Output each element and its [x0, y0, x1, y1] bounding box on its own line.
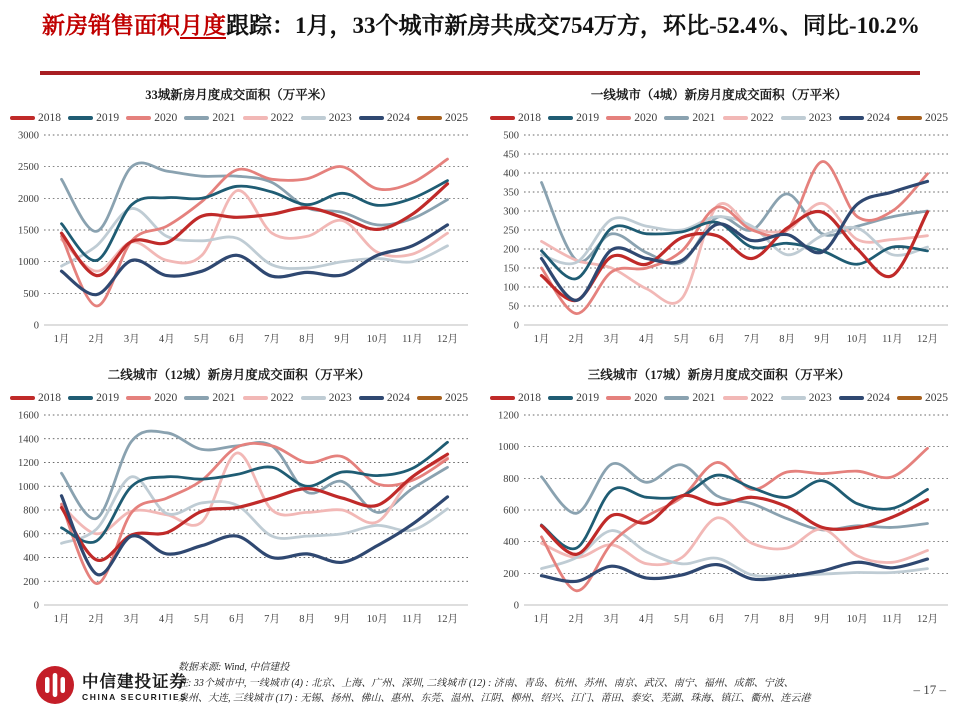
logo-name-cn: 中信建投证券 — [82, 672, 187, 691]
x-tick-label: 11月 — [882, 614, 903, 625]
chart-title: 33城新房月度成交面积（万平米） — [145, 88, 333, 102]
x-tick-label: 6月 — [709, 334, 725, 345]
legend-item-2018 — [10, 392, 61, 404]
legend-item-2024 — [839, 112, 890, 124]
legend-label: 2019 — [96, 392, 120, 404]
x-tick-label: 4月 — [638, 614, 655, 625]
x-tick-label: 7月 — [264, 334, 280, 345]
legend-swatch-icon — [243, 396, 268, 399]
legend-swatch-icon — [548, 396, 573, 399]
y-tick-label: 1200 — [498, 410, 519, 422]
legend-label: 2022 — [750, 112, 774, 124]
y-tick-label: 800 — [503, 473, 519, 485]
legend-item-2024 — [359, 112, 410, 124]
y-tick-label: 1000 — [498, 442, 519, 454]
footer-notes — [178, 660, 910, 707]
x-tick-label: 1月 — [53, 334, 70, 345]
legend-item-2025 — [417, 392, 468, 404]
legend-label: 2025 — [924, 392, 948, 404]
series-line-2018 — [542, 495, 928, 554]
x-tick-label: 12月 — [436, 614, 458, 625]
legend-swatch-icon — [184, 116, 209, 119]
legend-item-2023 — [781, 112, 832, 124]
x-tick-label: 6月 — [229, 334, 245, 345]
x-tick-label: 11月 — [402, 614, 423, 625]
logo-text — [82, 668, 188, 702]
chart-tier3-cities — [488, 366, 950, 634]
legend-item-2025 — [897, 392, 948, 404]
x-tick-label: 3月 — [603, 614, 620, 625]
legend-swatch-icon — [359, 396, 384, 399]
legend-item-2019 — [68, 392, 119, 404]
x-tick-label: 8月 — [299, 334, 315, 345]
y-tick-label: 1600 — [18, 410, 39, 422]
legend-item-2019 — [548, 112, 599, 124]
x-tick-label: 8月 — [779, 334, 795, 345]
x-tick-label: 12月 — [436, 334, 458, 345]
legend-item-2020 — [606, 392, 657, 404]
legend-item-2021 — [664, 112, 715, 124]
y-tick-label: 1200 — [18, 458, 39, 469]
logo-name-en: CHINA SECURITIES — [82, 692, 188, 702]
x-tick-label: 5月 — [194, 334, 210, 345]
legend-item-2018 — [10, 112, 61, 124]
y-tick-label: 200 — [503, 244, 519, 256]
legend-item-2025 — [897, 112, 948, 124]
legend-item-2019 — [68, 112, 119, 124]
legend-label: 2022 — [750, 392, 774, 404]
y-tick-label: 350 — [503, 187, 519, 199]
x-tick-label: 1月 — [53, 614, 70, 625]
y-tick-label: 1400 — [18, 434, 39, 446]
x-tick-label: 10月 — [366, 334, 388, 345]
chart-legend — [10, 391, 468, 405]
y-tick-label: 600 — [503, 505, 519, 517]
x-tick-label: 7月 — [264, 614, 280, 625]
x-tick-label: 7月 — [744, 334, 760, 345]
x-tick-label: 2月 — [88, 614, 105, 625]
x-tick-label: 10月 — [846, 334, 868, 345]
legend-swatch-icon — [184, 396, 209, 399]
title-divider — [40, 71, 920, 75]
legend-label: 2023 — [328, 392, 352, 404]
legend-swatch-icon — [897, 116, 922, 119]
y-tick-label: 0 — [33, 600, 39, 612]
legend-label: 2023 — [808, 392, 832, 404]
legend-label: 2020 — [154, 392, 178, 404]
x-tick-label: 3月 — [603, 334, 620, 345]
city-note-line1: 注: 33个城市中, 一线城市 (4) : 北京、上海、广州、深圳, 二线城市 (12) : 济南、青岛、杭州、苏州、南京、武汉、南宁、福州、成都、宁波、 — [178, 677, 794, 689]
y-tick-label: 150 — [503, 263, 519, 275]
x-tick-label: 11月 — [402, 334, 423, 345]
legend-label: 2024 — [866, 392, 890, 404]
legend-swatch-icon — [126, 396, 151, 399]
y-tick-label: 400 — [503, 537, 519, 549]
x-tick-label: 8月 — [299, 614, 315, 625]
legend-swatch-icon — [359, 116, 384, 119]
x-tick-label: 8月 — [779, 614, 795, 625]
legend-swatch-icon — [723, 116, 748, 119]
legend-item-2021 — [664, 392, 715, 404]
x-tick-label: 9月 — [814, 614, 831, 625]
x-tick-label: 4月 — [158, 614, 175, 625]
legend-item-2023 — [301, 112, 352, 124]
plot-area — [488, 407, 950, 631]
x-tick-label: 4月 — [638, 334, 655, 345]
legend-swatch-icon — [606, 116, 631, 119]
chart-tier1-cities — [488, 86, 950, 354]
legend-swatch-icon — [839, 116, 864, 119]
chart-legend — [490, 111, 948, 125]
legend-label: 2019 — [96, 112, 120, 124]
y-tick-label: 400 — [23, 553, 39, 564]
legend-item-2018 — [490, 112, 541, 124]
legend-label: 2019 — [576, 392, 600, 404]
legend-swatch-icon — [664, 116, 689, 119]
legend-swatch-icon — [897, 396, 922, 399]
legend-label: 2021 — [212, 392, 236, 404]
legend-label: 2020 — [634, 392, 658, 404]
chart-title: 三线城市（17城）新房月度成交面积（万平米） — [587, 368, 851, 382]
legend-label: 2025 — [444, 112, 468, 124]
x-tick-label: 5月 — [194, 614, 210, 625]
legend-label: 2018 — [518, 392, 541, 404]
legend-item-2021 — [184, 392, 235, 404]
x-tick-label: 3月 — [123, 614, 140, 625]
y-tick-label: 3000 — [18, 130, 39, 142]
legend-swatch-icon — [417, 116, 442, 119]
legend-swatch-icon — [606, 396, 631, 399]
city-note-line2: 泉州、大连, 三线城市 (17) : 无锡、扬州、佛山、惠州、东莞、温州、江阴、柳州、绍兴、江门、莆田、泰安、芜湖、珠海、镇江、衢州、连云港 — [178, 693, 811, 704]
legend-label: 2023 — [328, 112, 352, 124]
plot-area — [488, 127, 950, 351]
legend-item-2024 — [359, 392, 410, 404]
page-number: – 17 – — [913, 682, 946, 697]
x-tick-label: 4月 — [158, 334, 175, 345]
y-tick-label: 800 — [23, 505, 39, 517]
y-tick-label: 0 — [513, 600, 519, 612]
legend-swatch-icon — [10, 396, 35, 399]
x-tick-label: 9月 — [814, 334, 831, 345]
legend-label: 2024 — [386, 112, 410, 124]
y-tick-label: 1500 — [18, 225, 39, 237]
legend-swatch-icon — [243, 116, 268, 119]
company-logo — [34, 664, 188, 706]
legend-swatch-icon — [664, 396, 689, 399]
legend-item-2023 — [781, 392, 832, 404]
y-tick-label: 450 — [503, 149, 519, 161]
legend-label: 2020 — [154, 112, 178, 124]
x-tick-label: 10月 — [366, 614, 388, 625]
legend-swatch-icon — [68, 116, 93, 119]
legend-swatch-icon — [781, 396, 806, 399]
x-tick-label: 9月 — [334, 614, 351, 625]
chart-title: 一线城市（4城）新房月度成交面积（万平米） — [590, 88, 848, 102]
y-tick-label: 300 — [503, 206, 519, 218]
legend-label: 2021 — [212, 112, 236, 124]
legend-label: 2020 — [634, 112, 658, 124]
data-source-note: 数据来源: Wind, 中信建投 — [178, 662, 290, 673]
y-tick-label: 200 — [503, 568, 519, 580]
legend-label: 2024 — [866, 112, 890, 124]
legend-label: 2018 — [38, 392, 61, 404]
y-tick-label: 1000 — [18, 481, 39, 493]
x-tick-label: 12月 — [916, 334, 938, 345]
page-title-highlight-underlined: 月度 — [180, 13, 226, 38]
x-tick-label: 6月 — [229, 614, 245, 625]
x-tick-label: 3月 — [123, 334, 140, 345]
y-tick-label: 50 — [508, 301, 519, 313]
x-tick-label: 9月 — [334, 334, 351, 345]
x-tick-label: 1月 — [533, 614, 550, 625]
legend-item-2021 — [184, 112, 235, 124]
footer — [0, 650, 960, 720]
legend-label: 2024 — [386, 392, 410, 404]
legend-swatch-icon — [10, 116, 35, 119]
legend-swatch-icon — [723, 396, 748, 399]
legend-item-2018 — [490, 392, 541, 404]
y-tick-label: 200 — [23, 576, 39, 588]
chart-tier2-cities — [8, 366, 470, 634]
plot-area — [8, 407, 470, 631]
x-tick-label: 5月 — [674, 334, 690, 345]
legend-item-2020 — [126, 112, 177, 124]
legend-item-2023 — [301, 392, 352, 404]
legend-label: 2025 — [444, 392, 468, 404]
legend-item-2024 — [839, 392, 890, 404]
plot-area — [8, 127, 470, 351]
legend-swatch-icon — [548, 116, 573, 119]
legend-label: 2019 — [576, 112, 600, 124]
chart-legend — [10, 111, 468, 125]
legend-item-2022 — [243, 112, 294, 124]
y-tick-label: 500 — [503, 130, 519, 142]
y-tick-label: 250 — [503, 225, 519, 237]
legend-item-2020 — [606, 112, 657, 124]
legend-swatch-icon — [68, 396, 93, 399]
legend-item-2025 — [417, 112, 468, 124]
legend-label: 2018 — [38, 112, 61, 124]
legend-item-2022 — [723, 392, 774, 404]
x-tick-label: 5月 — [674, 614, 690, 625]
y-tick-label: 2000 — [18, 193, 39, 205]
y-tick-label: 2500 — [18, 162, 39, 174]
y-tick-label: 100 — [503, 282, 519, 294]
y-tick-label: 0 — [33, 320, 39, 332]
x-tick-label: 11月 — [882, 334, 903, 345]
legend-swatch-icon — [781, 116, 806, 119]
legend-swatch-icon — [301, 396, 326, 399]
legend-label: 2022 — [270, 392, 294, 404]
page-title-highlight: 新房销售面积 — [42, 13, 180, 38]
series-line-2024 — [542, 181, 928, 300]
legend-swatch-icon — [490, 116, 515, 119]
legend-label: 2021 — [692, 112, 716, 124]
citic-logo-icon — [34, 664, 76, 706]
legend-label: 2022 — [270, 112, 294, 124]
x-tick-label: 2月 — [568, 334, 585, 345]
legend-swatch-icon — [839, 396, 864, 399]
legend-swatch-icon — [490, 396, 515, 399]
chart-legend — [490, 391, 948, 405]
y-tick-label: 500 — [23, 288, 39, 300]
legend-item-2022 — [243, 392, 294, 404]
legend-item-2019 — [548, 392, 599, 404]
legend-label: 2021 — [692, 392, 716, 404]
x-tick-label: 10月 — [846, 614, 868, 625]
legend-item-2022 — [723, 112, 774, 124]
x-tick-label: 2月 — [568, 614, 585, 625]
chart-title: 二线城市（12城）新房月度成交面积（万平米） — [107, 368, 371, 382]
page-title — [42, 10, 926, 43]
x-tick-label: 1月 — [533, 334, 550, 345]
legend-label: 2018 — [518, 112, 541, 124]
legend-item-2020 — [126, 392, 177, 404]
y-tick-label: 0 — [513, 320, 519, 332]
legend-swatch-icon — [417, 396, 442, 399]
x-tick-label: 2月 — [88, 334, 105, 345]
x-tick-label: 7月 — [744, 614, 760, 625]
x-tick-label: 6月 — [709, 614, 725, 625]
legend-swatch-icon — [301, 116, 326, 119]
series-line-2021 — [542, 183, 928, 265]
legend-swatch-icon — [126, 116, 151, 119]
y-tick-label: 400 — [503, 168, 519, 180]
y-tick-label: 1000 — [18, 257, 39, 269]
chart-33-cities — [8, 86, 470, 354]
legend-label: 2023 — [808, 112, 832, 124]
y-tick-label: 600 — [23, 529, 39, 541]
page-title-rest: 跟踪：1月，33个城市新房共成交754万方，环比-52.4%、同比-10.2% — [226, 13, 920, 38]
x-tick-label: 12月 — [916, 614, 938, 625]
series-line-2020 — [62, 159, 448, 306]
legend-label: 2025 — [924, 112, 948, 124]
